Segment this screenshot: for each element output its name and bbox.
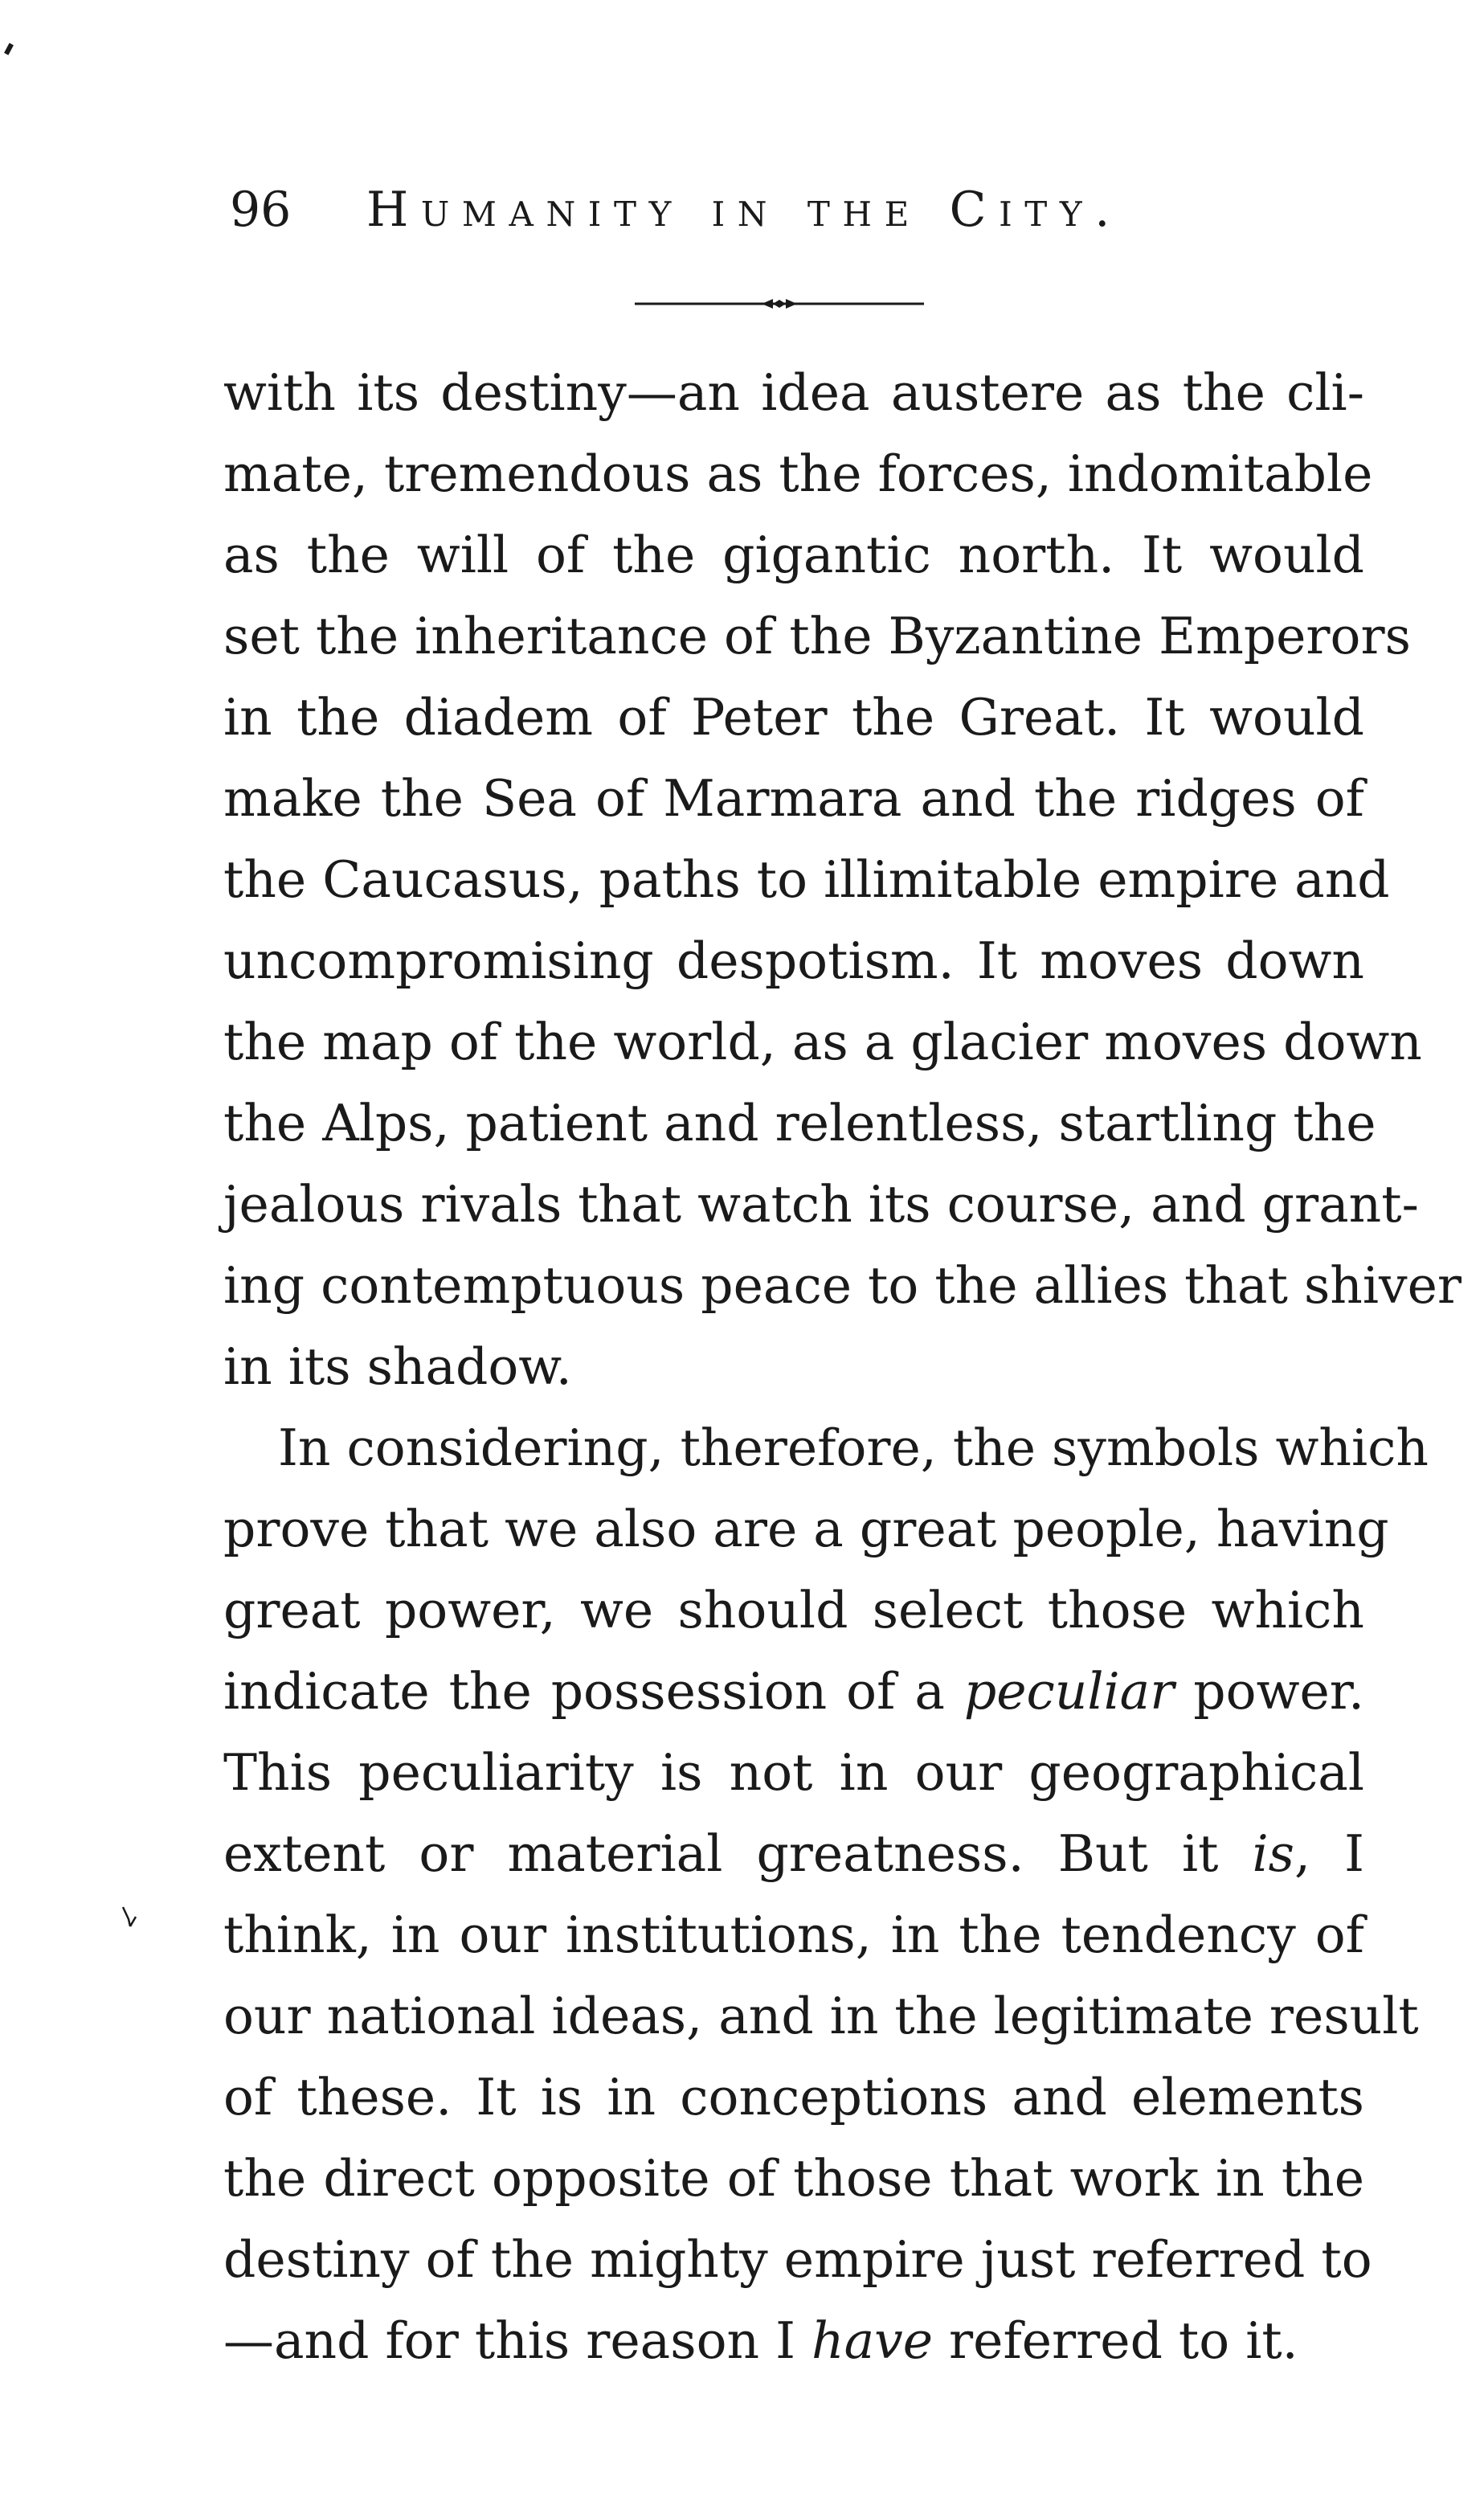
text-line: destiny of the mighty empire just referred to	[223, 2230, 1372, 2289]
margin-tick-mark	[121, 1905, 138, 1929]
italic-word: is	[1252, 1824, 1294, 1883]
text-line	[223, 1813, 1364, 1894]
text-line: with its destiny—an idea austere as the cli-	[223, 363, 1364, 422]
stray-ink-mark	[4, 43, 14, 55]
text-line: the direct opposite of those that work in the	[223, 2149, 1364, 2208]
text-line: think, in our institutions, in the tendency of	[223, 1905, 1364, 1964]
text-line: set the inheritance of the Byzantine Emperors	[223, 607, 1411, 665]
running-header	[230, 174, 1242, 246]
text-run: power.	[1174, 1662, 1364, 1721]
text-run: , I	[1294, 1824, 1364, 1883]
text-line: jealous rivals that watch its course, and grant-	[223, 1175, 1419, 1234]
text-line: in its shadow.	[223, 1337, 572, 1396]
text-line	[223, 1651, 1364, 1732]
text-line	[223, 2300, 1364, 2381]
page-number: 96	[230, 182, 292, 238]
text-line: mate, tremendous as the forces, indomitable	[223, 444, 1373, 503]
text-line: great power, we should select those which	[223, 1581, 1364, 1639]
italic-word: peculiar	[963, 1662, 1175, 1721]
text-run: indicate the possession of a	[223, 1662, 964, 1721]
text-line: uncompromising despotism. It moves down	[223, 931, 1364, 990]
text-line: This peculiarity is not in our geographical	[223, 1743, 1364, 1802]
text-line: the map of the world, as a glacier moves down	[223, 1013, 1422, 1071]
text-run: —and for this reason I	[223, 2311, 812, 2370]
text-line: make the Sea of Marmara and the ridges of	[223, 769, 1364, 828]
running-title: Humanity in the City.	[366, 182, 1122, 238]
text-line: ing contemptuous peace to the allies that shiver	[223, 1256, 1462, 1315]
text-line: our national ideas, and in the legitimate result	[223, 1987, 1419, 2045]
text-line: the Caucasus, paths to illimitable empire and	[223, 850, 1390, 909]
text-line: as the will of the gigantic north. It would	[223, 526, 1364, 584]
text-run: referred to it.	[933, 2311, 1298, 2370]
text-run: extent or material greatness. But it	[223, 1824, 1253, 1883]
italic-word: have	[811, 2311, 934, 2370]
text-line: In considering, therefore, the symbols which	[278, 1418, 1429, 1477]
text-line: the Alps, patient and relentless, startling the	[223, 1094, 1376, 1152]
body-text	[223, 352, 1462, 2381]
text-line: of these. It is in conceptions and elements	[223, 2068, 1364, 2126]
text-line: prove that we also are a great people, having	[223, 1500, 1389, 1558]
text-line: in the diadem of Peter the Great. It would	[223, 688, 1364, 747]
header-ornament-rule	[635, 297, 924, 310]
